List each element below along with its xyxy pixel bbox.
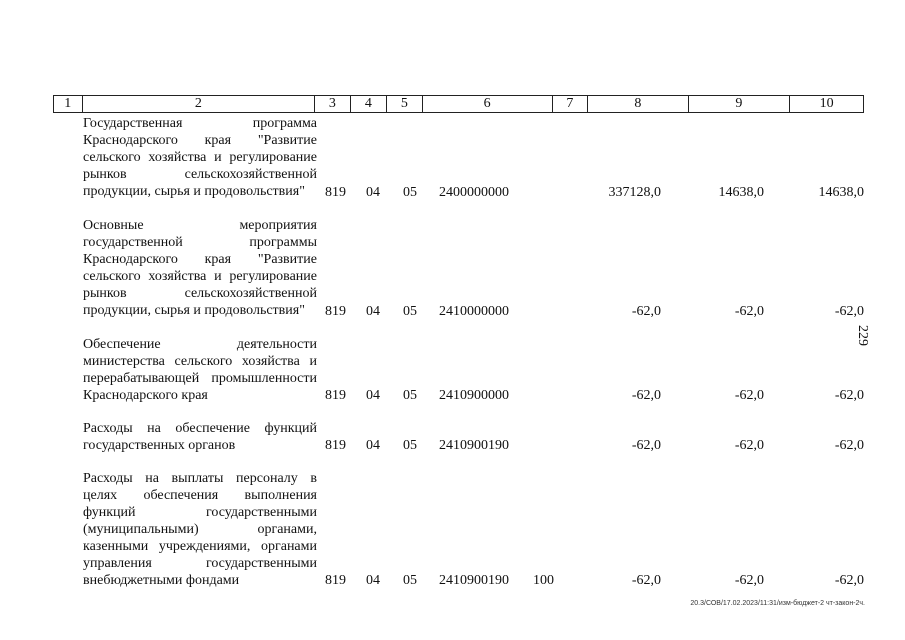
- row-col-9: -62,0: [734, 304, 764, 319]
- row-col-9: -62,0: [734, 388, 764, 403]
- row-col-5: 05: [403, 438, 417, 453]
- row-col-6: 2410900190: [439, 438, 509, 453]
- row-col-10: 14638,0: [818, 185, 864, 200]
- header-col-9: 9: [688, 96, 790, 112]
- row-col-3: 819: [325, 573, 346, 588]
- row-col-3: 819: [325, 388, 346, 403]
- row-col-5: 05: [403, 573, 417, 588]
- header-col-3: 3: [314, 96, 349, 112]
- header-col-4: 4: [350, 96, 386, 112]
- row-description: Обеспечение деятельности министерства сельского хозяйства и перерабатывающей промышленности Краснодарского края: [83, 337, 317, 403]
- row-col-3: 819: [325, 185, 346, 200]
- row-description: Основные мероприятия государственной программы Краснодарского края "Развитие сельского хозяйства и регулирование рынков сельскохозяйственной продукции, сырья и продовольствия": [83, 218, 317, 318]
- row-col-8: -62,0: [631, 388, 661, 403]
- row-col-6: 2410000000: [439, 304, 509, 319]
- row-col-10: -62,0: [834, 438, 864, 453]
- row-col-8: -62,0: [631, 304, 661, 319]
- header-col-5: 5: [386, 96, 421, 112]
- row-col-9: -62,0: [734, 438, 764, 453]
- row-col-4: 04: [366, 304, 380, 319]
- row-col-5: 05: [403, 185, 417, 200]
- row-col-5: 05: [403, 304, 417, 319]
- row-col-10: -62,0: [834, 573, 864, 588]
- row-col-4: 04: [366, 388, 380, 403]
- row-col-3: 819: [325, 438, 346, 453]
- row-col-6: 2410900000: [439, 388, 509, 403]
- header-col-6: 6: [422, 96, 552, 112]
- header-col-1: 1: [64, 96, 72, 111]
- row-col-9: -62,0: [734, 573, 764, 588]
- row-col-9: 14638,0: [718, 185, 764, 200]
- row-col-10: -62,0: [834, 388, 864, 403]
- row-description: Государственная программа Краснодарского края "Развитие сельского хозяйства и регулирование рынков сельскохозяйственной продукции, сырья и продовольствия": [83, 116, 317, 199]
- header-col-2: 2: [82, 96, 315, 112]
- footer-document-code: 20.3/СОВ/17.02.2023/11:31/изм-бюджет-2 чт-закон-2ч.: [690, 600, 865, 607]
- row-col-4: 04: [366, 573, 380, 588]
- row-col-8: 337128,0: [608, 185, 661, 200]
- row-description: Расходы на выплаты персоналу в целях обеспечения выполнения функций государственными (муниципальными) органами, казенными учреждениями, органами управления государственными внебюджетными фондами: [83, 471, 317, 588]
- page-number: 229: [855, 325, 870, 346]
- row-col-6: 2400000000: [439, 185, 509, 200]
- row-col-10: -62,0: [834, 304, 864, 319]
- row-col-4: 04: [366, 185, 380, 200]
- row-col-7: 100: [533, 573, 554, 588]
- header-col-10: 10: [789, 96, 863, 112]
- row-col-5: 05: [403, 388, 417, 403]
- row-col-3: 819: [325, 304, 346, 319]
- row-description: Расходы на обеспечение функций государственных органов: [83, 421, 317, 453]
- row-col-4: 04: [366, 438, 380, 453]
- header-col-8: 8: [587, 96, 688, 112]
- header-col-7: 7: [552, 96, 587, 112]
- row-col-8: -62,0: [631, 573, 661, 588]
- row-col-6: 2410900190: [439, 573, 509, 588]
- row-col-8: -62,0: [631, 438, 661, 453]
- table-header: [53, 95, 864, 113]
